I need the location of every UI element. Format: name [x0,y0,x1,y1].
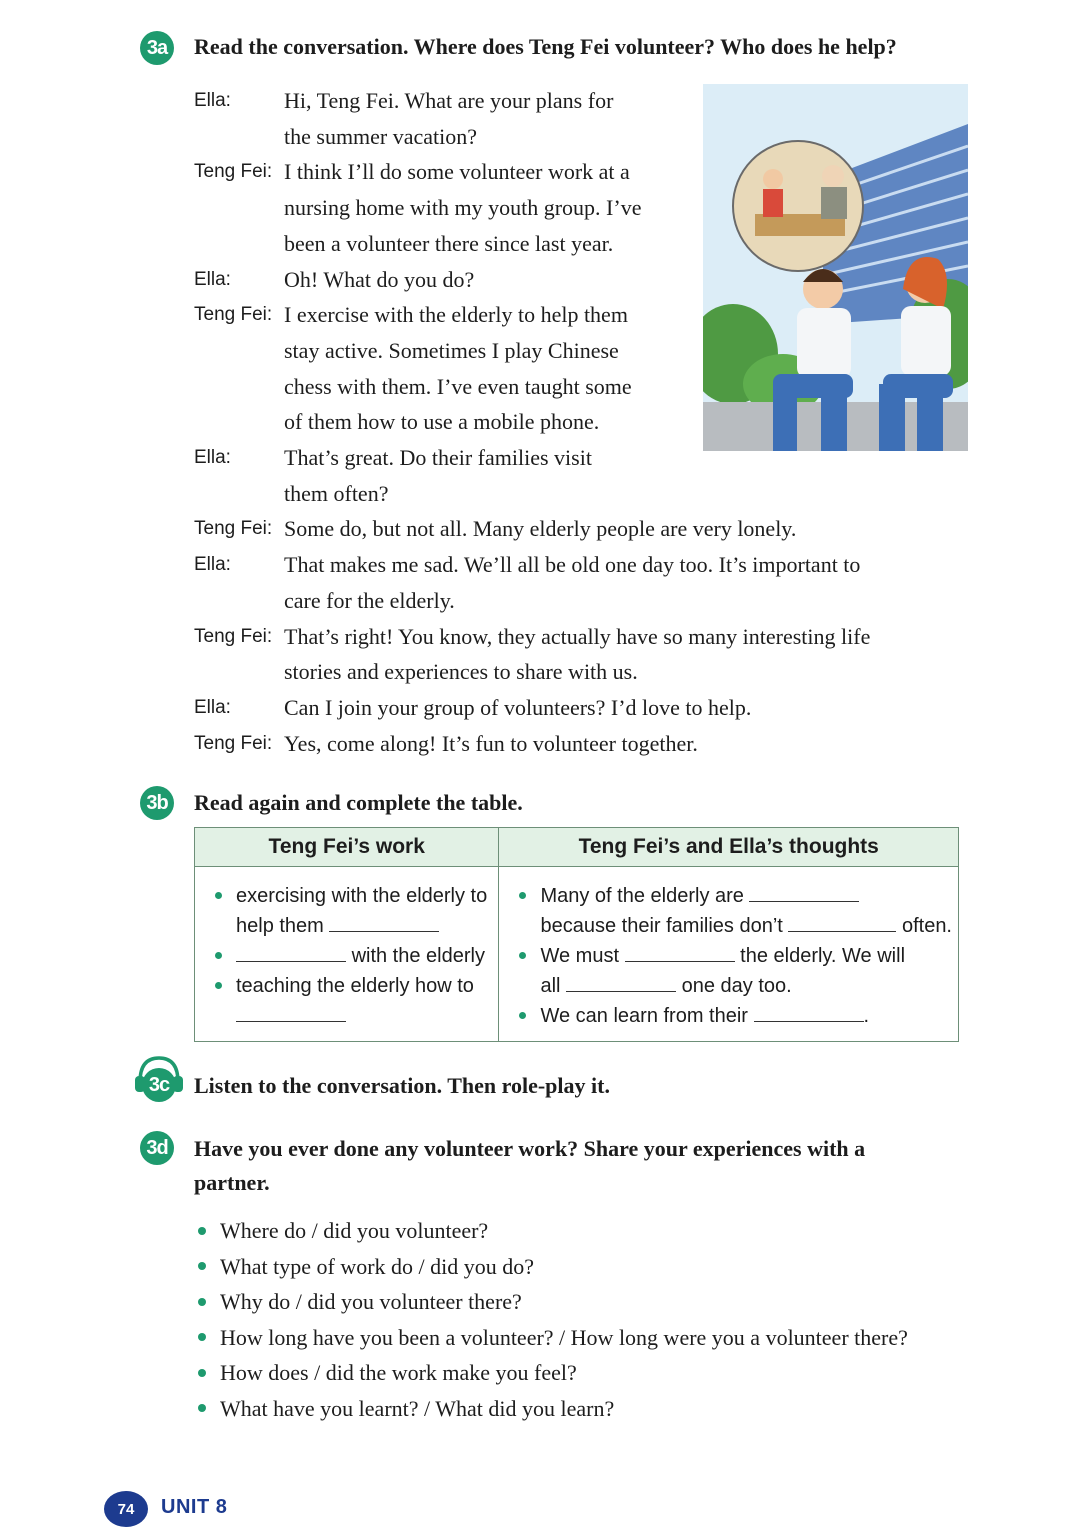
speech-text: That makes me sad. We’ll all be old one day too. It’s important to [284,552,861,578]
speaker-label [194,226,284,262]
speaker-label [194,476,284,512]
dialogue-line [194,511,994,547]
question-text: Why do / did you volunteer there? [220,1289,522,1314]
list-item [196,1284,908,1320]
cell-text: We must [540,945,620,967]
bullet-icon [215,982,222,989]
bullet-icon [519,1012,526,1019]
speech-text: That’s right! You know, they actually have so many interesting life [284,623,871,649]
page-number: 74 [104,1491,148,1527]
cell-text: often. [901,915,952,937]
answer-blank [236,943,346,962]
section-3d-instruction-continued: partner. [194,1170,270,1195]
speaker-label: Teng Fei: [194,732,273,754]
bullet-icon [198,1333,206,1341]
section-3a-instruction: Read the conversation. Where does Teng Fei volunteer? Who does he help? [194,34,897,59]
table-header-thoughts: Teng Fei’s and Ella’s thoughts [499,828,959,867]
speaker-label: Teng Fei: [194,304,273,326]
speaker-label [194,190,284,226]
speech-text: stories and experiences to share with us. [284,659,638,685]
bullet-icon [198,1262,206,1270]
speaker-label: Ella: [194,268,231,290]
answer-blank [236,1003,346,1022]
bullet-icon [198,1227,206,1235]
list-item [196,1249,908,1285]
speech-text: been a volunteer there since last year. [284,230,614,256]
completion-table [194,827,959,1042]
speaker-label [194,404,284,440]
speech-text: stay active. Sometimes I play Chinese [284,337,619,363]
section-3d-badge: 3d [140,1131,174,1165]
cell-text: the elderly. We will [740,945,906,967]
speech-text: of them how to use a mobile phone. [284,409,600,435]
speaker-label: Teng Fei: [194,518,273,540]
speech-text: Can I join your group of volunteers? I’d love to help. [284,694,752,720]
speaker-label [194,583,284,619]
section-3b-instruction: Read again and complete the table. [194,790,523,815]
cell-text: all [540,975,561,997]
answer-blank [625,943,735,962]
section-3c-instruction: Listen to the conversation. Then role-play it. [194,1073,610,1098]
speech-text: Yes, come along! It’s fun to volunteer together. [284,730,698,756]
question-text: How long have you been a volunteer? / How long were you a volunteer there? [220,1324,908,1350]
section-3c-badge: 3c [142,1068,176,1102]
question-text: What type of work do / did you do? [220,1253,535,1279]
dialogue-line [194,476,994,512]
cell-text: . [863,1005,870,1027]
cell-text: We can learn from their [540,1005,748,1027]
cell-text: exercising with the elderly to [236,885,488,907]
speaker-label [194,119,284,155]
answer-blank [788,913,896,932]
speaker-label [194,333,284,369]
dialogue-line [194,654,994,690]
speech-text: Hi, Teng Fei. What are your plans for [284,88,614,113]
question-text: What have you learnt? / What did you learn? [220,1395,615,1421]
unit-label: UNIT 8 [161,1496,228,1518]
dialogue-line [194,690,994,726]
section-3b-badge: 3b [140,786,174,820]
cell-text: teaching the elderly how to [236,975,474,997]
speech-text: care for the elderly. [284,587,455,613]
dialogue-line [194,583,994,619]
answer-blank [566,973,676,992]
table-header-work: Teng Fei’s work [195,828,499,867]
bullet-icon [519,892,526,899]
bullet-icon [215,892,222,899]
discussion-questions [196,1213,908,1426]
speech-text: Some do, but not all. Many elderly people are very lonely. [284,516,797,542]
table-cell-thoughts [499,867,959,1042]
speaker-label: Ella: [194,696,231,718]
speech-text: That’s great. Do their families visit [284,445,592,471]
cell-text: Many of the elderly are [540,885,744,907]
bullet-icon [519,952,526,959]
speaker-label: Ella: [194,554,231,576]
cell-text: one day too. [681,975,792,997]
speech-text: Oh! What do you do? [284,266,475,292]
speech-text: the summer vacation? [284,123,478,149]
dialogue-line [194,619,994,655]
cell-text: because their families don’t [540,915,783,937]
speaker-label: Teng Fei: [194,625,273,647]
section-3d-instruction: Have you ever done any volunteer work? Share your experiences with a [194,1136,866,1161]
section-3a-badge: 3a [140,31,174,65]
list-item [196,1355,908,1391]
cell-text: with the elderly [351,945,485,967]
table-cell-work [195,867,499,1042]
question-text: How does / did the work make you feel? [220,1360,577,1385]
speaker-label: Teng Fei: [194,161,273,183]
answer-blank [749,883,859,902]
speech-text: nursing home with my youth group. I’ve [284,195,642,221]
list-item [196,1391,908,1427]
answer-blank [754,1003,864,1022]
answer-blank [329,913,439,932]
bullet-icon [198,1298,206,1306]
list-item [196,1320,908,1356]
illustration-volunteers [703,84,968,451]
bullet-icon [198,1404,206,1412]
list-item [196,1213,908,1249]
speaker-label: Ella: [194,90,231,111]
question-text: Where do / did you volunteer? [220,1218,489,1243]
speaker-label [194,369,284,405]
cell-text: help them [236,915,324,937]
speech-text: chess with them. I’ve even taught some [284,373,632,399]
dialogue-line [194,547,994,583]
bullet-icon [215,952,222,959]
speech-text: I exercise with the elderly to help them [284,302,628,328]
speech-text: them often? [284,480,389,506]
speaker-label: Ella: [194,447,231,469]
bullet-icon [198,1369,206,1377]
speaker-label [194,654,284,690]
dialogue-line [194,726,994,762]
speech-text: I think I’ll do some volunteer work at a [284,159,630,185]
